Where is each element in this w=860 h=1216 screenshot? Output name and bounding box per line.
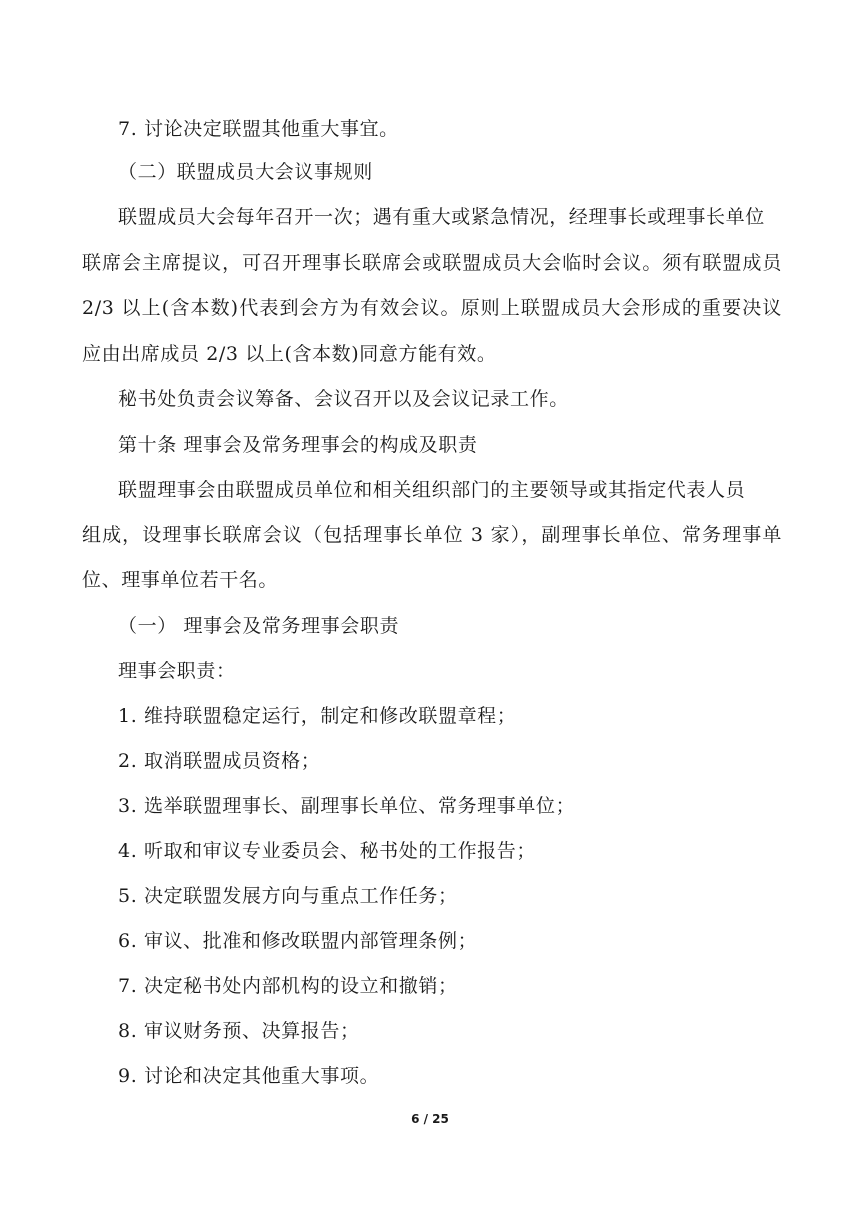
paragraph-line: 联盟成员大会每年召开一次；遇有重大或紧急情况，经理事长或理事长单位 [118, 206, 765, 228]
list-item: 3. 选举联盟理事长、副理事长单位、常务理事单位； [118, 795, 576, 817]
list-item: 6. 审议、批准和修改联盟内部管理条例； [118, 930, 478, 952]
section-heading: （一） 理事会及常务理事会职责 [118, 615, 400, 637]
paragraph-line: 联席会主席提议，可召开理事长联席会或联盟成员大会临时会议。须有联盟成员 [82, 252, 782, 274]
list-heading: 理事会职责： [118, 660, 236, 682]
list-item: 2. 取消联盟成员资格； [118, 750, 321, 772]
paragraph-line: 秘书处负责会议筹备、会议召开以及会议记录工作。 [118, 388, 569, 410]
list-item: 7. 决定秘书处内部机构的设立和撤销； [118, 975, 458, 997]
page-number: 6 / 25 [411, 1112, 449, 1126]
paragraph-line: 2/3 以上(含本数)代表到会方为有效会议。原则上联盟成员大会形成的重要决议 [82, 297, 782, 319]
paragraph-line: 联盟理事会由联盟成员单位和相关组织部门的主要领导或其指定代表人员 [118, 479, 746, 501]
section-heading: （二）联盟成员大会议事规则 [118, 161, 373, 183]
paragraph-line: 组成，设理事长联席会议（包括理事长单位 3 家），副理事长单位、常务理事单 [82, 524, 782, 546]
paragraph-line: 位、理事单位若干名。 [82, 569, 279, 591]
list-item: 5. 决定联盟发展方向与重点工作任务； [118, 885, 458, 907]
article-heading: 第十条 理事会及常务理事会的构成及职责 [118, 434, 478, 456]
list-item: 9. 讨论和决定其他重大事项。 [118, 1065, 380, 1087]
list-item: 4. 听取和审议专业委员会、秘书处的工作报告； [118, 840, 536, 862]
list-item: 8. 审议财务预、决算报告； [118, 1020, 360, 1042]
paragraph-line: 7. 讨论决定联盟其他重大事宜。 [118, 118, 399, 140]
list-item: 1. 维持联盟稳定运行，制定和修改联盟章程； [118, 705, 517, 727]
paragraph-line: 应由出席成员 2/3 以上(含本数)同意方能有效。 [82, 343, 497, 365]
